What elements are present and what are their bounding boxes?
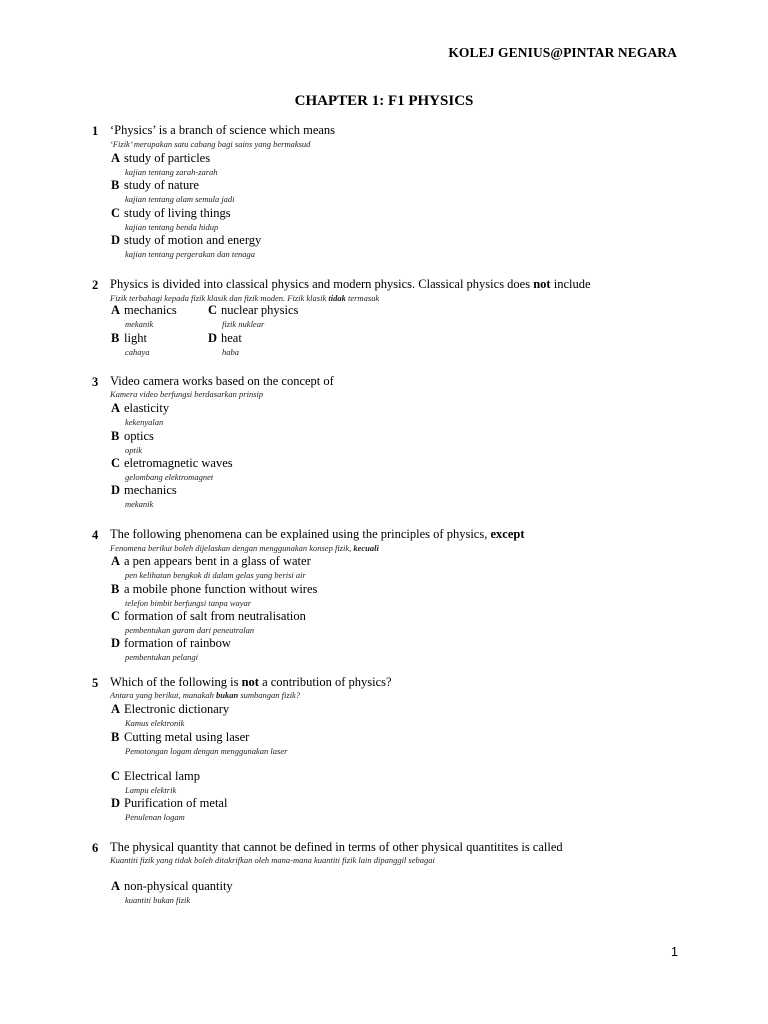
option-letter: D (111, 796, 121, 810)
option-translation: optik (125, 445, 142, 455)
question-number: 1 (92, 124, 99, 138)
option-text: eletromagnetic waves (124, 456, 233, 470)
option-translation: kajian tentang benda hidup (125, 222, 219, 232)
option-b[interactable] (111, 178, 199, 193)
option-d[interactable] (208, 331, 242, 346)
option-letter: A (111, 702, 121, 716)
option-text: Purification of metal (124, 796, 228, 810)
option-text: a pen appears bent in a glass of water (124, 554, 311, 568)
option-letter: B (111, 582, 120, 596)
option-text: study of motion and energy (124, 233, 262, 247)
option-letter: B (111, 178, 120, 192)
option-translation: mekanik (125, 319, 154, 329)
option-translation: haba (222, 347, 239, 357)
option-text: mechanics (124, 303, 177, 317)
question-translation: Kuantiti fizik yang tidak boleh ditakrifkan oleh mana-mana kuantiti fizik lain dipanggil sebagai (110, 855, 435, 865)
question-text: The following phenomena can be explained using the principles of physics, except (110, 527, 525, 541)
question-number: 5 (92, 676, 99, 690)
option-letter: D (111, 483, 121, 497)
question-text: Which of the following is not a contribution of physics? (110, 675, 392, 689)
option-letter: A (111, 401, 121, 415)
option-text: mechanics (124, 483, 177, 497)
option-translation: cahaya (125, 347, 150, 357)
question-translation: Fenomena berikut boleh dijelaskan dengan menggunakan konsep fizik, kecuali (110, 543, 379, 553)
option-text: a mobile phone function without wires (124, 582, 318, 596)
option-d[interactable] (111, 483, 177, 498)
option-a[interactable] (111, 702, 229, 717)
option-translation: pembentukan garam dari peneutralan (125, 625, 255, 635)
question-number: 4 (92, 528, 99, 542)
option-translation: kajian tentang pergerakan dan tenaga (125, 249, 255, 259)
option-translation: kekenyalan (125, 417, 164, 427)
option-a[interactable] (111, 554, 311, 569)
option-c[interactable] (111, 206, 231, 221)
option-letter: A (111, 554, 121, 568)
question-text: Video camera works based on the concept of (110, 374, 334, 388)
option-a[interactable] (111, 879, 233, 894)
option-text: study of particles (124, 151, 211, 165)
question-number: 3 (92, 375, 99, 389)
option-text: study of nature (124, 178, 199, 192)
option-text: Electronic dictionary (124, 702, 230, 716)
option-translation: Kamus elektronik (125, 718, 185, 728)
option-b[interactable] (111, 331, 147, 346)
option-text: Electrical lamp (124, 769, 201, 783)
option-translation: Lampu elektrik (125, 785, 177, 795)
school-header: KOLEJ GENIUS@PINTAR NEGARA (448, 45, 677, 60)
question-translation: Antara yang berikut, manakah bukan sumbangan fizik? (110, 690, 301, 700)
option-letter: A (111, 303, 121, 317)
option-text: non-physical quantity (124, 879, 233, 893)
option-letter: D (111, 233, 121, 247)
option-translation: pen kelihatan bengkok di dalam gelas yang berisi air (125, 570, 306, 580)
option-text: light (124, 331, 147, 345)
option-letter: C (111, 206, 121, 220)
option-translation: fizik nuklear (222, 319, 265, 329)
option-translation: kajian tentang alam semula jadi (125, 194, 235, 204)
option-letter: C (111, 456, 121, 470)
option-text: nuclear physics (221, 303, 299, 317)
option-text: heat (221, 331, 242, 345)
option-text: elasticity (124, 401, 170, 415)
option-a[interactable] (111, 401, 169, 416)
question-translation: Kamera video berfungsi berdasarkan prinsip (110, 389, 264, 399)
option-text: Cutting metal using laser (124, 730, 250, 744)
option-translation: telefon bimbit berfungsi tanpa wayar (125, 598, 252, 608)
option-translation: gelombang elektromagnet (125, 472, 214, 482)
option-c[interactable] (111, 456, 233, 471)
option-d[interactable] (111, 636, 231, 651)
option-text: optics (124, 429, 154, 443)
question-number: 2 (92, 278, 99, 292)
option-text: formation of rainbow (124, 636, 231, 650)
option-letter: A (111, 151, 121, 165)
question-translation: Fizik terbahagi kepada fizik klasik dan fizik moden. Fizik klasik tidak termasuk (110, 293, 380, 303)
option-b[interactable] (111, 429, 154, 444)
option-translation: kuantiti bukan fizik (125, 895, 191, 905)
option-letter: D (111, 636, 121, 650)
option-translation: mekanik (125, 499, 154, 509)
option-letter: C (208, 303, 218, 317)
question-translation: ‘Fizik’ merupakan satu cabang bagi sains yang bermaksud (110, 139, 311, 149)
option-a[interactable] (111, 151, 210, 166)
option-text: study of living things (124, 206, 231, 220)
option-translation: Penulenan logam (125, 812, 185, 822)
option-b[interactable] (111, 582, 317, 597)
question-text: The physical quantity that cannot be defined in terms of other physical quantitites is called (110, 840, 563, 854)
option-letter: B (111, 730, 120, 744)
page-number: 1 (671, 945, 678, 959)
option-c[interactable] (111, 609, 306, 624)
option-translation: pembentukan pelangi (125, 652, 198, 662)
option-translation: kajian tentang zarah-zarah (125, 167, 218, 177)
option-letter: C (111, 769, 121, 783)
option-translation: Pemotongan logam dengan menggunakan laser (125, 746, 288, 756)
question-number: 6 (92, 841, 99, 855)
option-letter: D (208, 331, 218, 345)
option-a[interactable] (111, 303, 177, 318)
option-b[interactable] (111, 730, 249, 745)
question-text: Physics is divided into classical physics and modern physics. Classical physics does not include (110, 277, 591, 291)
option-c[interactable] (111, 769, 200, 784)
option-letter: C (111, 609, 121, 623)
question-text: ‘Physics’ is a branch of science which means (110, 123, 336, 137)
option-letter: A (111, 879, 121, 893)
chapter-title: CHAPTER 1: F1 PHYSICS (294, 93, 474, 109)
option-text: formation of salt from neutralisation (124, 609, 306, 623)
option-c[interactable] (208, 303, 298, 318)
option-letter: B (111, 331, 120, 345)
option-letter: B (111, 429, 120, 443)
option-d[interactable] (111, 796, 227, 811)
option-d[interactable] (111, 233, 261, 248)
